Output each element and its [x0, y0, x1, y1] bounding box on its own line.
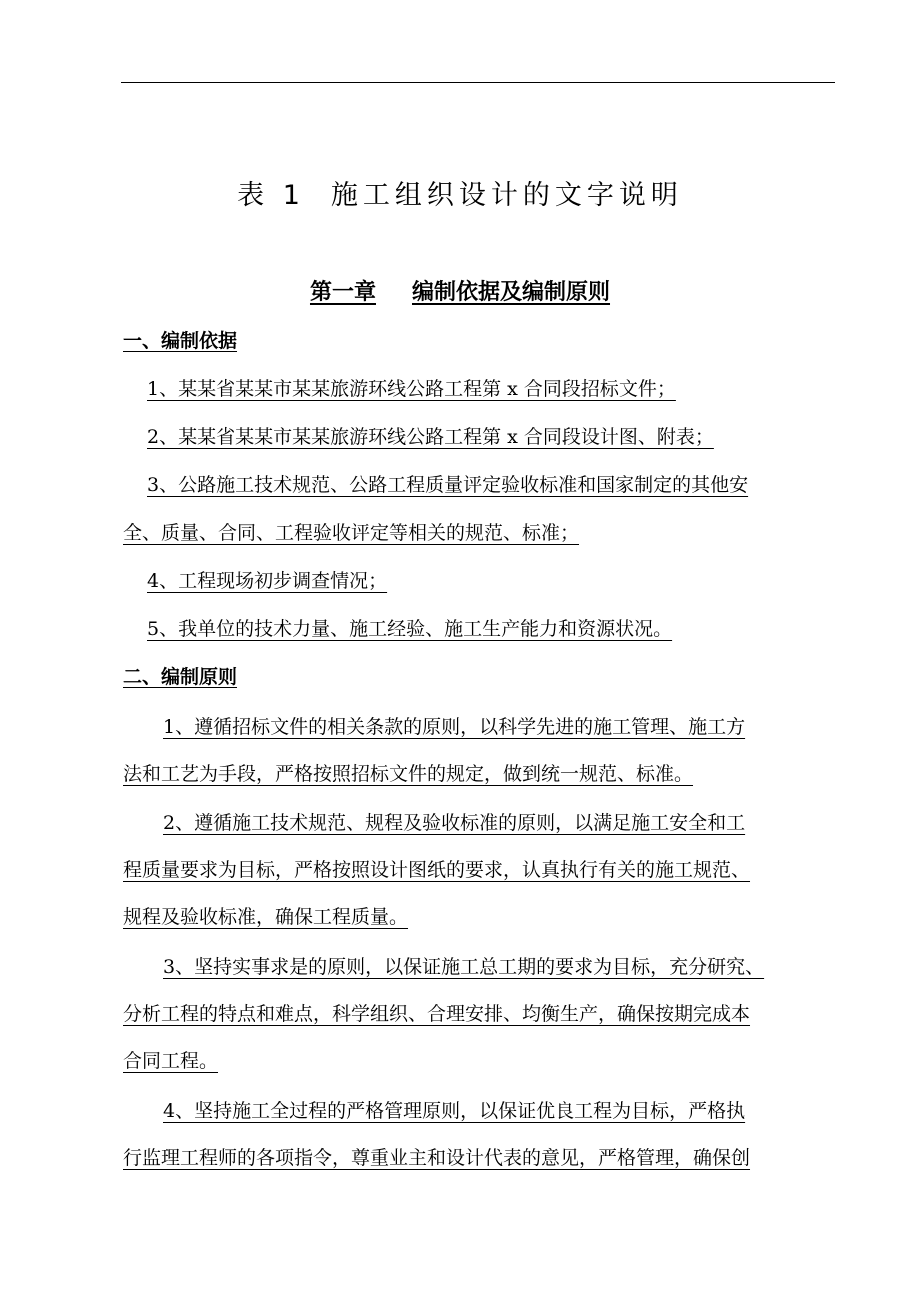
principle-4-line-1: 4、坚持施工全过程的严格管理原则，以保证优良工程为目标，严格执: [163, 1100, 746, 1122]
principle-1-line-1: 1、遵循招标文件的相关条款的原则，以科学先进的施工管理、施工方: [163, 716, 746, 738]
basis-item-4: 4、工程现场初步调查情况；: [147, 570, 388, 592]
principle-2-line-1: 2、遵循施工技术规范、规程及验收标准的原则，以满足施工安全和工: [163, 812, 746, 834]
table-label: 表 1: [237, 180, 305, 211]
basis-item-1: 1、某某省某某市某某旅游环线公路工程第 x 合同段招标文件；: [147, 378, 676, 400]
title-text: 施工组织设计的文字说明: [330, 180, 683, 211]
principle-3-line-3: 合同工程。: [123, 1050, 219, 1072]
section-heading-principles: 二、编制原则: [123, 666, 238, 688]
chapter-heading: [0, 277, 920, 309]
principle-4-line-2: 行监理工程师的各项指令，尊重业主和设计代表的意见，严格管理，确保创: [123, 1147, 751, 1169]
header-rule: [121, 82, 835, 83]
document-title: [0, 176, 920, 216]
chapter-number: 第一章: [309, 280, 376, 305]
basis-item-5: 5、我单位的技术力量、施工经验、施工生产能力和资源状况。: [147, 618, 673, 640]
principle-3-line-1: 3、坚持实事求是的原则，以保证施工总工期的要求为目标，充分研究、: [163, 956, 765, 978]
principle-2-line-2: 程质量要求为目标，严格按照设计图纸的要求，认真执行有关的施工规范、: [123, 859, 751, 881]
principle-2-line-3: 规程及验收标准，确保工程质量。: [123, 906, 409, 928]
section-heading-basis: 一、编制依据: [123, 330, 238, 352]
principle-3-line-2: 分析工程的特点和难点，科学组织、合理安排、均衡生产，确保按期完成本: [123, 1003, 751, 1025]
basis-item-2: 2、某某省某某市某某旅游环线公路工程第 x 合同段设计图、附表；: [147, 426, 714, 448]
basis-item-3-cont: 全、质量、合同、工程验收评定等相关的规范、标准；: [123, 522, 580, 544]
principle-1-line-2: 法和工艺为手段，严格按照招标文件的规定，做到统一规范、标准。: [123, 763, 694, 785]
basis-item-3: 3、公路施工技术规范、公路工程质量评定验收标准和国家制定的其他安: [147, 474, 749, 496]
chapter-title: 编制依据及编制原则: [412, 280, 611, 305]
